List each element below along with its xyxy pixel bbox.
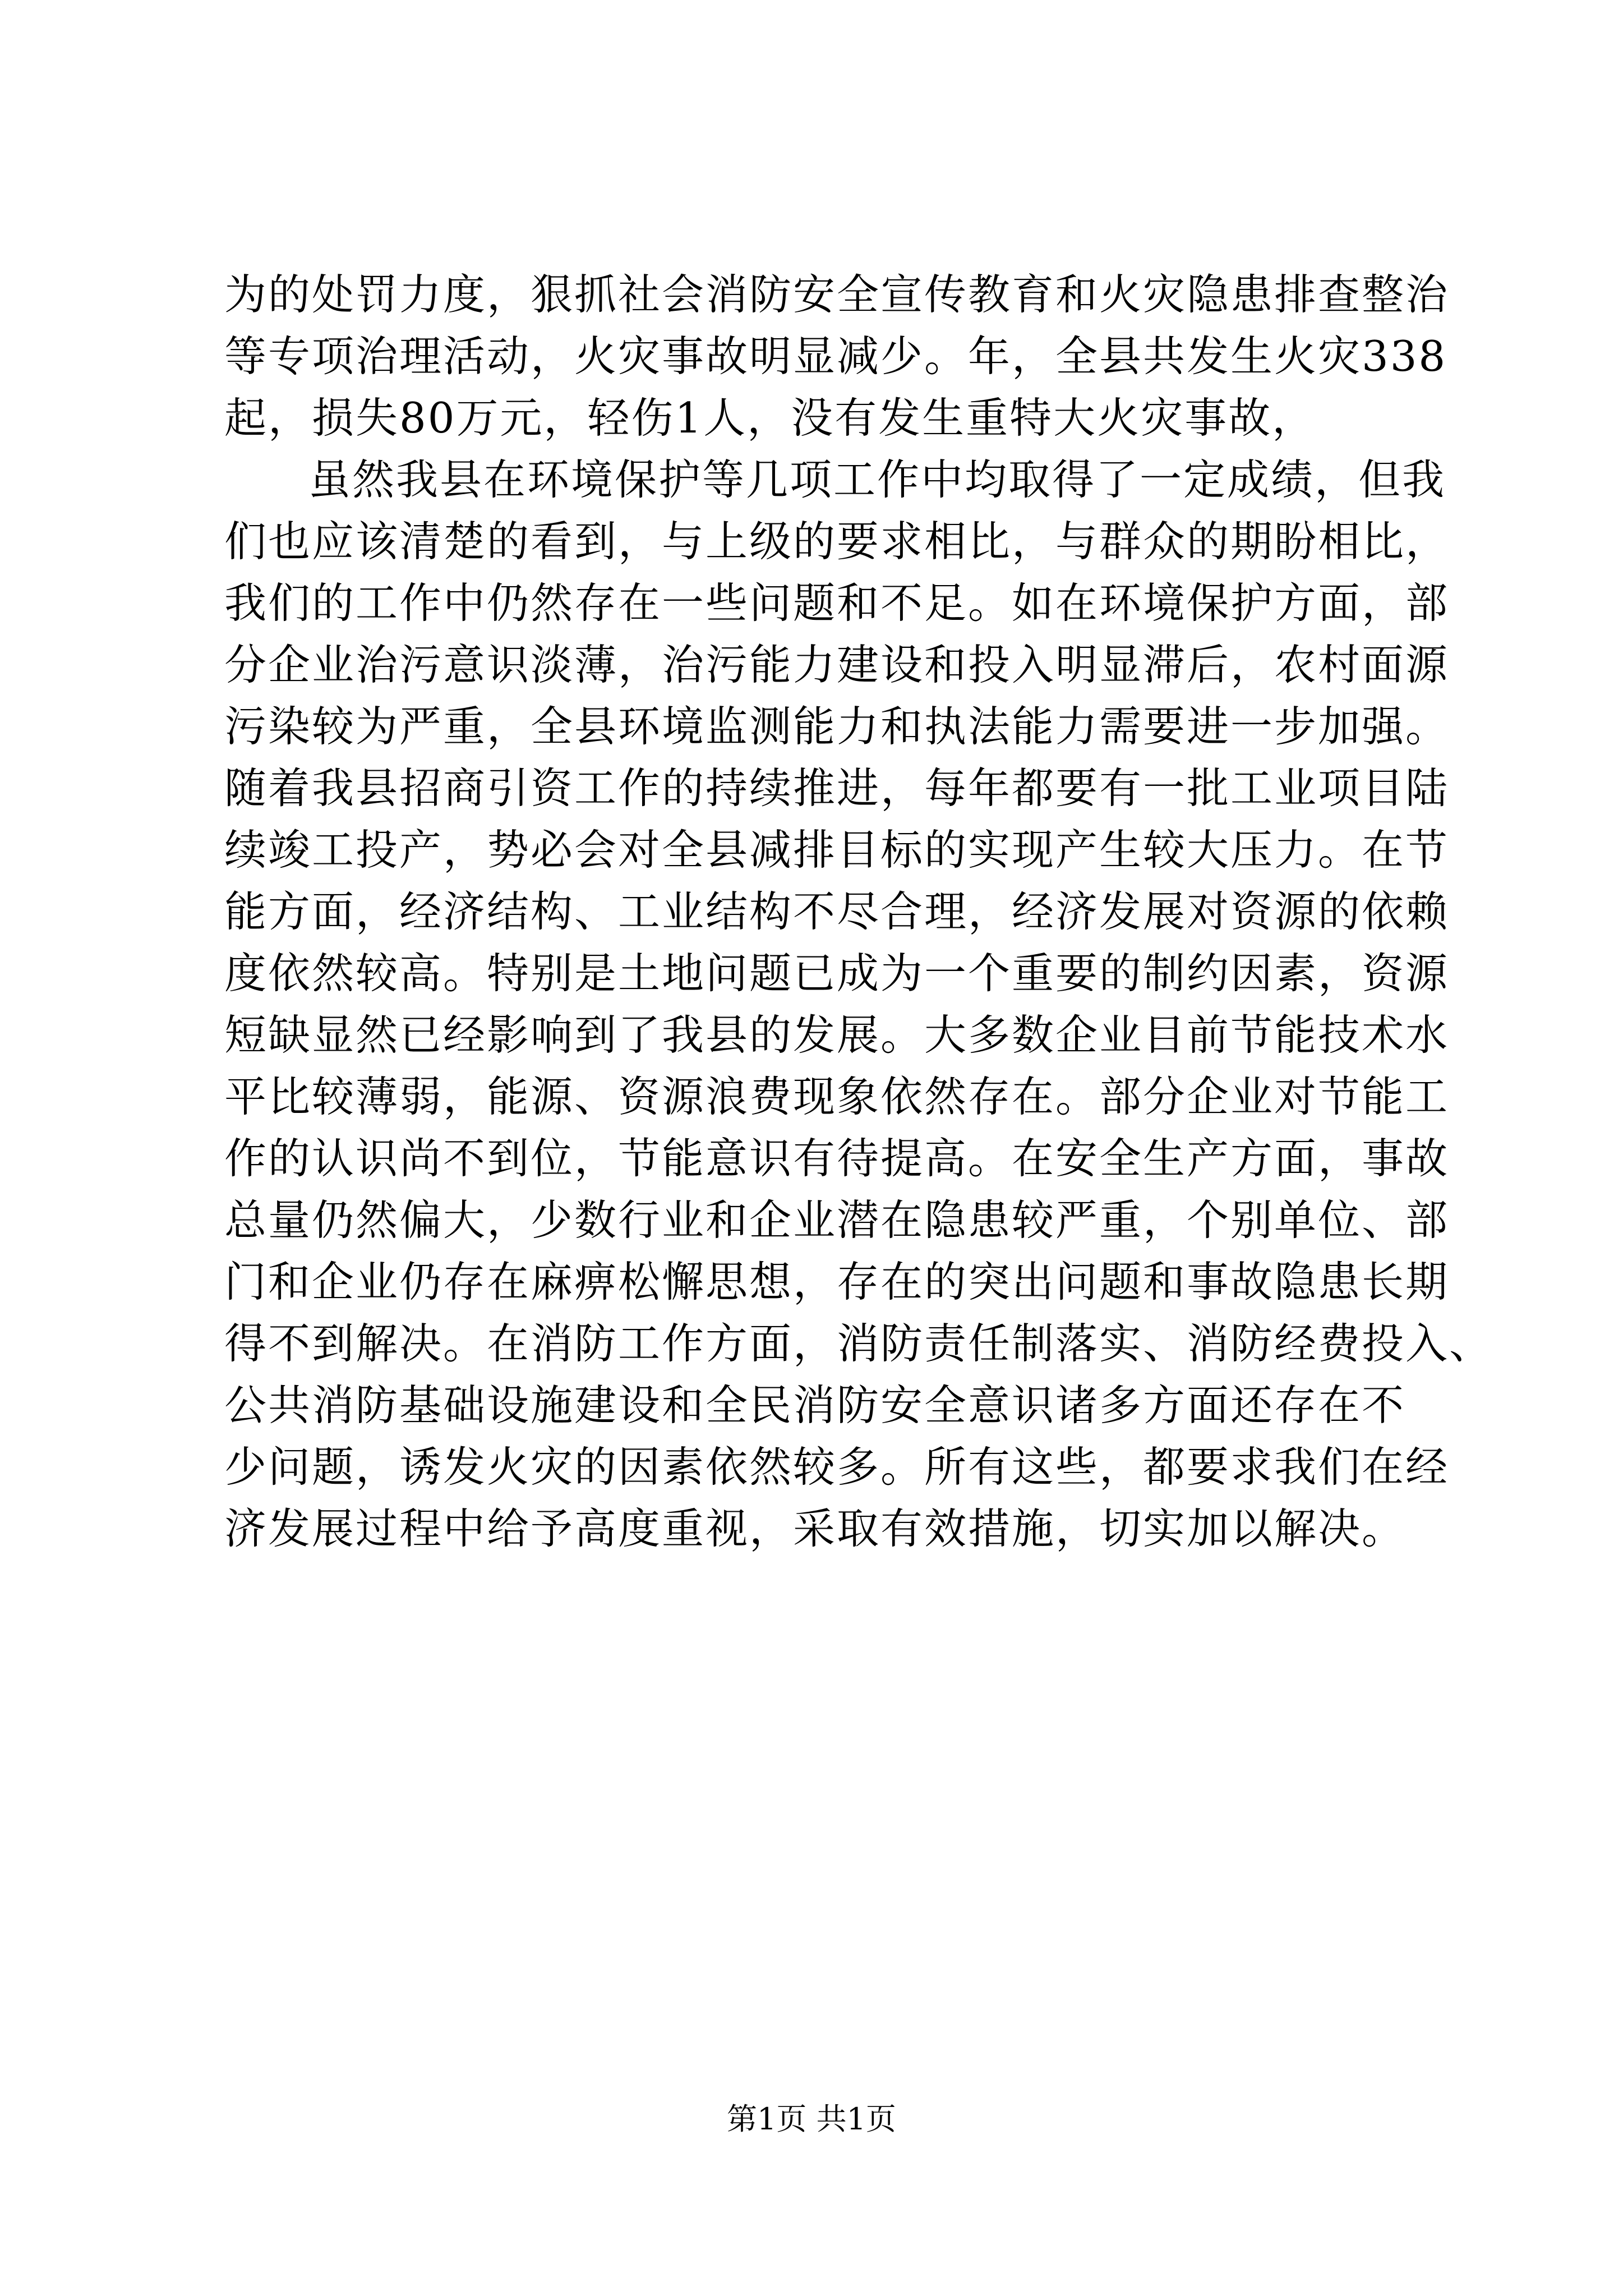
text-line: 总量仍然偏大，少数行业和企业潜在隐患较严重，个别单位、部 (224, 1195, 1450, 1245)
text-line: 们也应该清楚的看到，与上级的要求相比，与群众的期盼相比， (224, 517, 1450, 566)
text-line: 为的处罚力度，狠抓社会消防安全宣传教育和火灾隐患排查整治 (224, 270, 1450, 319)
text-line: 度依然较高。特别是土地问题已成为一个重要的制约因素，资源 (224, 949, 1450, 998)
text-line: 污染较为严重，全县环境监测能力和执法能力需要进一步加强。 (224, 702, 1450, 751)
text-line: 续竣工投产，势必会对全县减排目标的实现产生较大压力。在节 (224, 825, 1450, 875)
text-line: 少问题，诱发火灾的因素依然较多。所有这些，都要求我们在经 (224, 1442, 1450, 1492)
page-number-footer: 第1页 共1页 (727, 2101, 896, 2137)
text-line: 平比较薄弱，能源、资源浪费现象依然存在。部分企业对节能工 (224, 1072, 1450, 1121)
text-line: 起，损失80万元，轻伤1人，没有发生重特大火灾事故， (224, 393, 1316, 443)
text-line: 门和企业仍存在麻痹松懈思想，存在的突出问题和事故隐患长期 (224, 1257, 1450, 1306)
text-line: 分企业治污意识淡薄，治污能力建设和投入明显滞后，农村面源 (224, 640, 1450, 689)
paragraph-first-line: 虽然我县在环境保护等几项工作中均取得了一定成绩，但我 (308, 455, 1446, 504)
text-line: 短缺显然已经影响到了我县的发展。大多数企业目前节能技术水 (224, 1010, 1450, 1060)
text-line: 随着我县招商引资工作的持续推进，每年都要有一批工业项目陆 (224, 763, 1450, 813)
text-line: 得不到解决。在消防工作方面，消防责任制落实、消防经费投入、 (224, 1319, 1493, 1368)
text-line: 济发展过程中给予高度重视，采取有效措施，切实加以解决。 (224, 1504, 1406, 1553)
text-line: 公共消防基础设施建设和全民消防安全意识诸多方面还存在不 (224, 1381, 1406, 1430)
text-line: 能方面，经济结构、工业结构不尽合理，经济发展对资源的依赖 (224, 887, 1450, 936)
text-line: 我们的工作中仍然存在一些问题和不足。如在环境保护方面，部 (224, 578, 1450, 628)
text-line: 等专项治理活动，火灾事故明显减少。年，全县共发生火灾338 (224, 332, 1447, 381)
text-line: 作的认识尚不到位，节能意识有待提高。在安全生产方面，事故 (224, 1134, 1450, 1183)
